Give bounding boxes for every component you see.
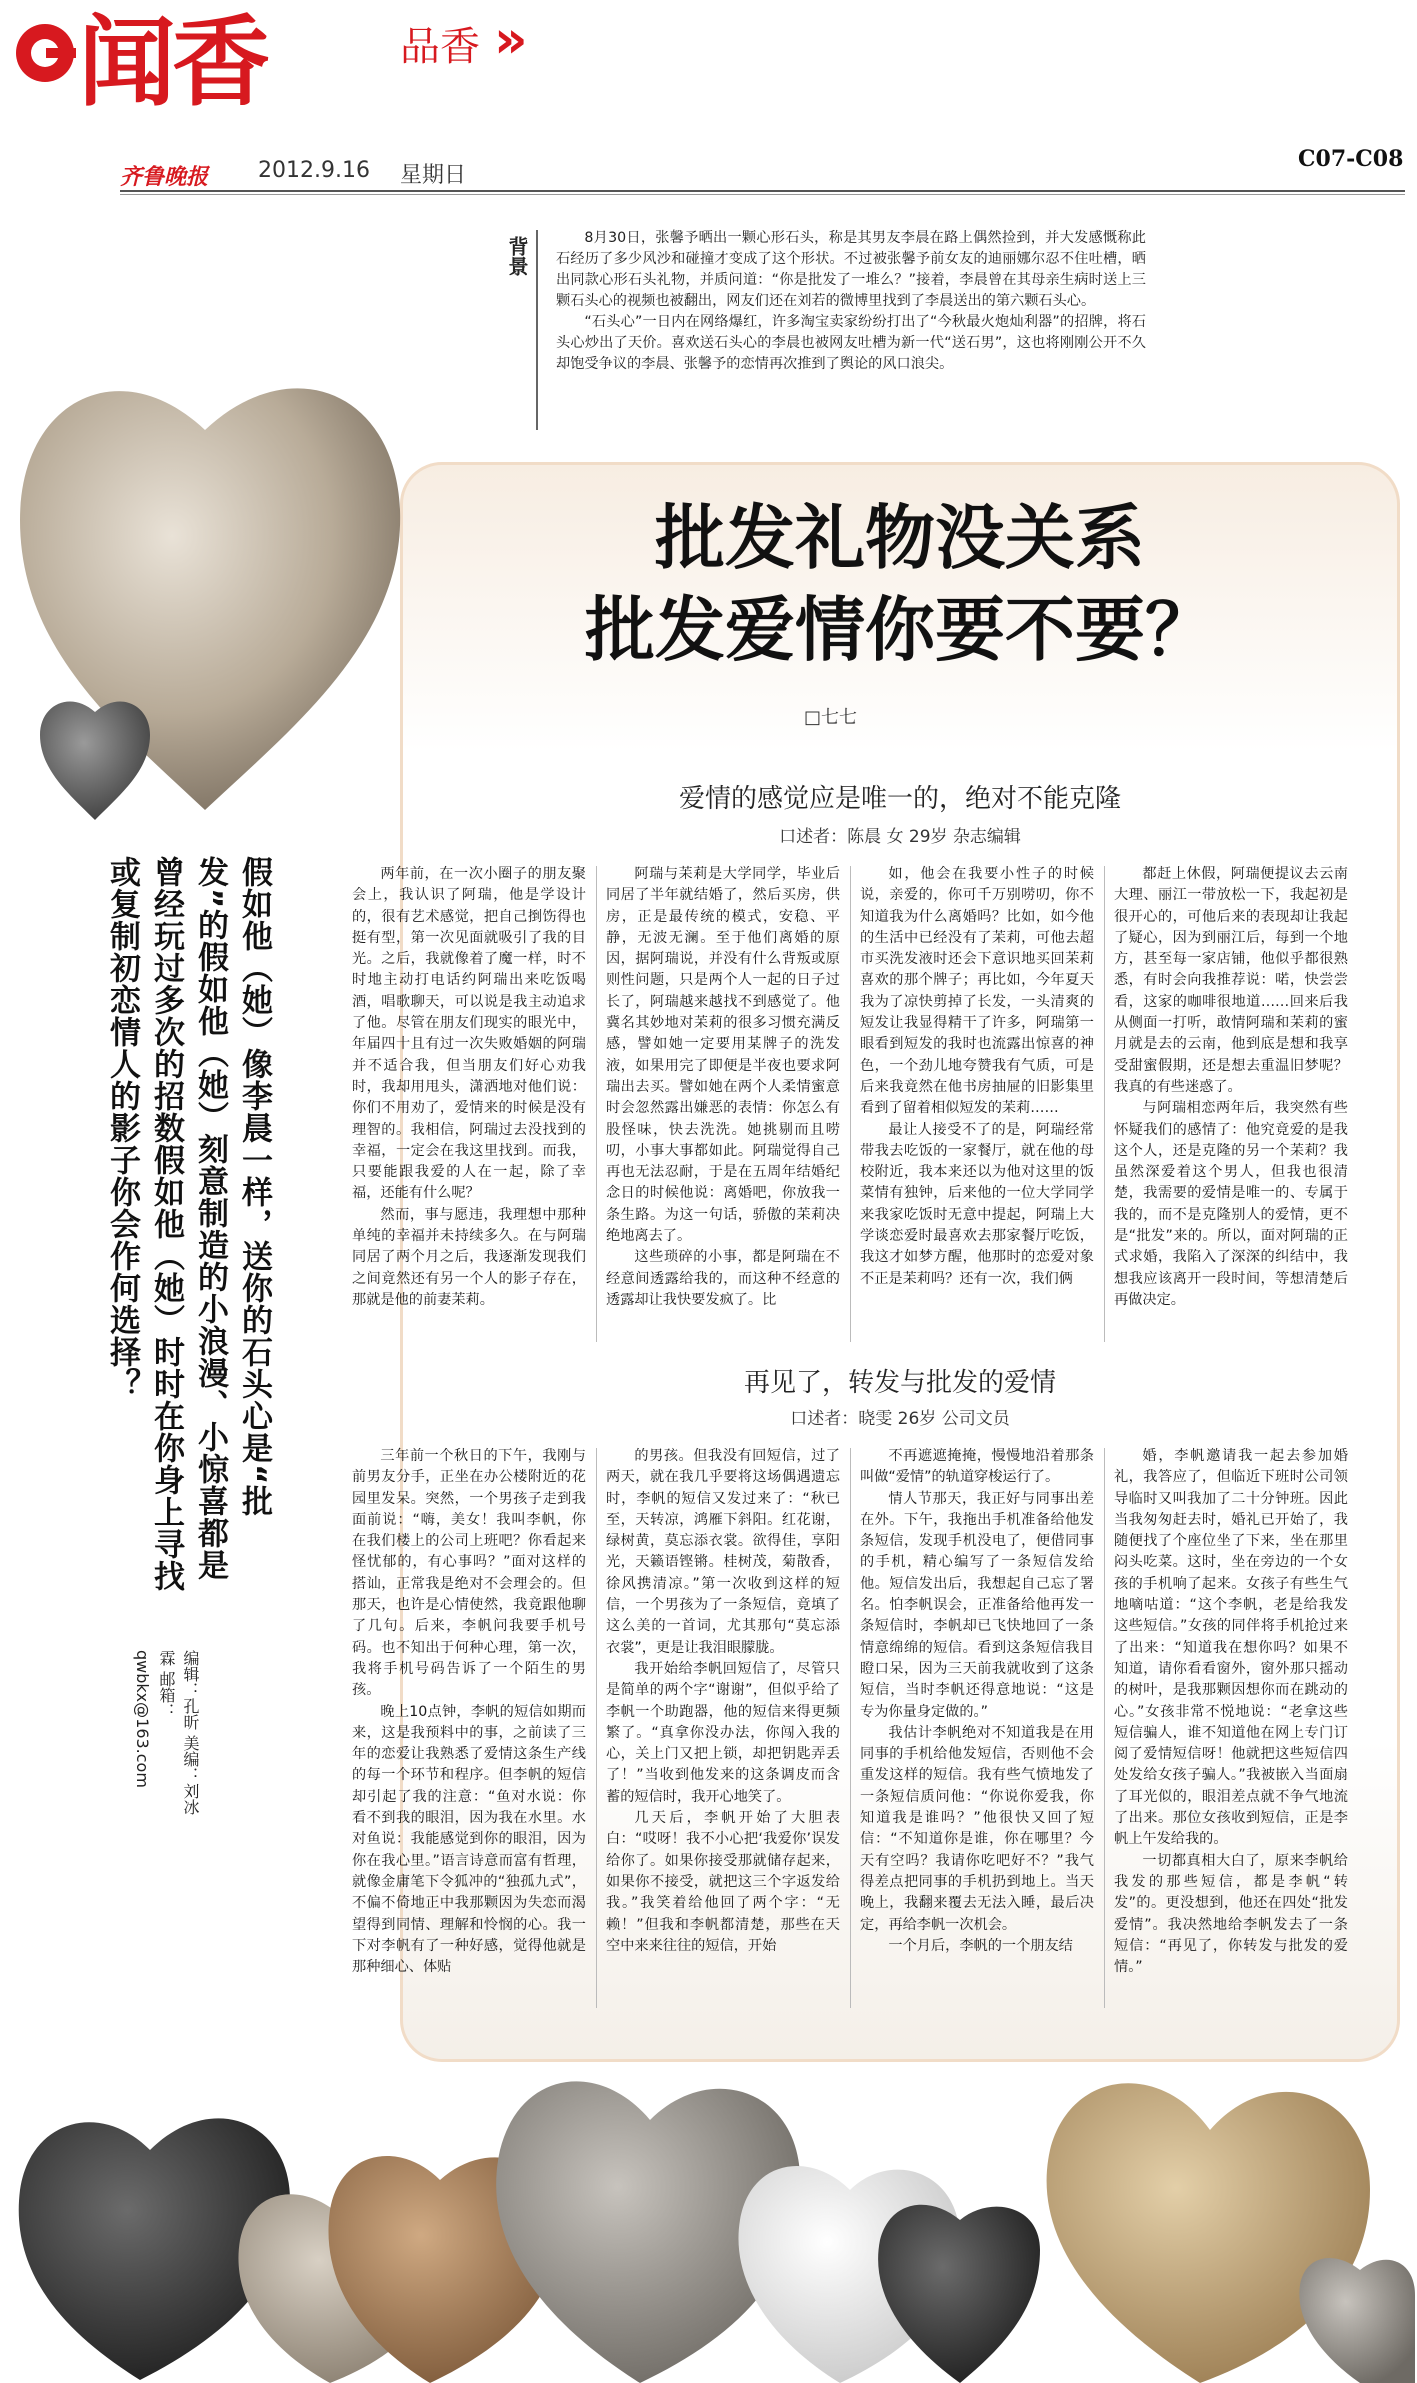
paragraph: 三年前一个秋日的下午，我刚与前男友分手，正坐在办公楼附近的花园里发呆。突然，一个男孩子走到我面前说：“嗨，美女！我叫李帆，你在我们楼上的公司上班吧？你看起来怪忧郁的，有心事吗？”面对这样的搭讪，正常我是绝对不会理会的。但那天，也许是心情使然，我竟跟他聊了几句。后来，李帆问我要手机号码。也不知出于何种心理，第一次，我将手机号码告诉了一个陌生的男孩。 — [352, 1448, 586, 1699]
column-rule — [850, 866, 851, 1342]
paragraph: 我开始给李帆回短信了，尽管只是简单的两个字“谢谢”，但似乎给了李帆一个助跑器，他的短信来得更频繁了。“真拿你没办法，你闯入我的心，关上门又把上锁，却把钥匙弄丢了！”当收到他发来的这条调皮而含蓄的短信时，我开心地笑了。 — [606, 1660, 840, 1805]
issue-date: 2012.9.16 — [258, 158, 370, 183]
paragraph: 与阿瑞相恋两年后，我突然有些怀疑我们的感情了：他究竟爱的是我这个人，还是克隆的另一个苿莉？我虽然深爱着这个男人，但我也很清楚，我需要的爱情是唯一的、专属于我的，而不是克隆别人的爱情，更不是“批发”来的。所以，面对阿瑞的正式求婚，我陷入了深深的纠结中，我想我应该离开一段时间，等想清楚后再做决定。 — [1114, 1100, 1348, 1308]
story2-byline: 口述者：晓雯 26岁 公司文员 — [790, 1409, 1010, 1429]
paragraph: 不再遮遮掩掩，慢慢地沿着那条叫做“爱情”的轨道穿梭运行了。 — [860, 1448, 1094, 1486]
paragraph: 情人节那天，我正好与同事出差在外。下午，我拖出手机准备给他发条短信，发现手机没电了，便借同事的手机，精心编写了一条短信发给他。短信发出后，我想起自己忘了署名。怕李帆误会，正准备给他再发一条短信时，李帆却已飞快地回了一条情意绵绵的短信。看到这条短信我目瞪口呆，因为三天前我就收到了这条短信，当时李帆还得意地说：“这是专为你量身定做的。” — [860, 1490, 1094, 1720]
logo-c-gap — [46, 48, 76, 58]
paragraph: 这些琐碎的小事，都是阿瑞在不经意间透露给我的，而这种不经意的透露却让我快要发疯了。比 — [606, 1249, 840, 1308]
paragraph: 晚上10点钟，李帆的短信如期而来，这是我预料中的事，之前读了三年的恋爱让我熟悉了爱情这条生产线的每一个环节和程序。但李帆的短信却引起了我的注意：“鱼对水说：你看不到我的眼泪，因为我在水里。水对鱼说：我能感觉到你的眼泪，因为你在我心里。”语言诗意而富有哲理，就像金庸笔下令狐冲的“独孤九式”，不偏不倚地正中我那颗因为失恋而渴望得到同情、理解和怜悯的心。我一下对李帆有了一种好感，觉得他就是那种细心、体贴 — [352, 1703, 586, 1976]
headline-line-2: 批发爱情你要不要？ — [585, 589, 1215, 671]
story2-column-1 — [352, 1446, 586, 1978]
story1-column-4 — [1114, 864, 1348, 1311]
story1-column-2 — [606, 864, 840, 1311]
story2-column-3 — [860, 1446, 1094, 1957]
editor-credits: 编辑：孔昕 美编：刘冰霖 邮箱：qwbkx@163.com — [133, 1650, 200, 1816]
background-divider — [536, 230, 538, 430]
paragraph: 两年前，在一次小圈子的朋友聚会上，我认识了阿瑞，他是学设计的，很有艺术感觉，把自己捯饬得也挺有型，第一次见面就吸引了我的目光。之后，我就像着了魔一样，时不时地主动打电话约阿瑞出来吃饭喝酒，唱歌聊天，可以说是我主动追求了他。尽管在朋友们现实的眼光中，年届四十且有过一次失败婚姻的阿瑞并不适合我，但当朋友们好心劝我时，我却用甩头，潇洒地对他们说：你们不用劝了，爱情来的时候是没有理智的。我相信，阿瑞过去没找到的幸福，一定会在我这里找到。而我，只要能跟我爱的人在一起，除了幸福，还能有什么呢？ — [352, 866, 586, 1202]
paragraph: 如，他会在我要小性子的时候说，亲爱的，你可千万别唠叨，你不知道我为什么离婚吗？比如，如今他的生活中已经没有了苿莉，可他去超市买洗发液时还会下意识地买回苿莉喜欢的那个牌子；再比如，今年夏天我为了凉快剪掉了长发，一头清爽的短发让我显得精干了许多，阿瑞第一眼看到短发的我时也流露出惊喜的神色，一个劲儿地夸赞我有气质，可是后来我竟然在他书房抽屉的旧影集里看到了留着相似短发的苿莉…… — [860, 866, 1094, 1117]
story2-column-2 — [606, 1446, 840, 1957]
page-number: C07-C08 — [1298, 146, 1404, 172]
paragraph: 一个月后，李帆的一个朋友结 — [888, 1937, 1073, 1954]
masthead — [0, 0, 1417, 190]
weekday: 星期日 — [400, 163, 467, 188]
logo-c-icon — [16, 24, 74, 82]
section-name: 品香 — [400, 24, 480, 70]
header-rule — [120, 190, 1405, 192]
background-paragraph: 8月30日，张馨予晒出一颗心形石头，称是其男友李晨在路上偶然捡到，并大发感慨称此石经历了多少风沙和碰撞才变成了这个形状。不过被张馨予前女友的迪丽娜尔忍不住吐槽，晒出同款心形石头礼物，并质问道：“你是批发了一堆么？”接着，李晨曾在其母亲生病时送上三颗石头心的视频也被翻出，网友们还在刘若的微博里找到了李晨送出的第六颗石头心。 — [556, 230, 1146, 309]
heart-stones-footer — [0, 1900, 1417, 2383]
article-author: □七七 — [804, 707, 858, 728]
paragraph: 然而，事与愿违，我理想中那种单纯的幸福并未持续多久。在与阿瑞同居了两个月之后，我逐渐发现我们之间竟然还有另一个人的影子存在，那就是他的前妻苿莉。 — [352, 1206, 586, 1308]
story2-title: 再见了，转发与批发的爱情 — [743, 1368, 1056, 1398]
story1-column-1 — [352, 864, 586, 1311]
paragraph: 的男孩。但我没有回短信，过了两天，就在我几乎要将这场偶遇遗忘时，李帆的短信又发过来了：“秋已至，天转凉，鸿雁下斜阳。红花谢，绿树黄，莫忘添衣裳。欲得佳，享阳光，天籁语铿锵。桂树茂，菊散香，徐风携清凉。”第一次收到这样的短信，一个男孩为了一条短信，竟填了这么美的一首词，尤其那句“莫忘添衣裳”，更是让我泪眼朦胧。 — [606, 1448, 840, 1656]
header-rule-thin — [120, 194, 1405, 195]
heart-stone-large-icon — [0, 290, 420, 850]
double-chevron-icon: » — [494, 10, 528, 70]
paragraph: 我估计李帆绝对不知道我是在用同事的手机给他发短信，否则他不会重发这样的短信。我有些气愤地发了一条短信质问他：“你说你爱我，你知道我是谁吗？”他很快又回了短信：“不知道你是谁，你在哪里？今天有空吗？我请你吃吧好不？”我气得差点把同事的手机扔到地上。当天晚上，我翻来覆去无法入睡，最后决定，再给李帆一次机会。 — [860, 1724, 1094, 1933]
background-paragraph: “石头心”一日内在网络爆红，许多淘宝卖家纷纷打出了“今秋最火炮灿利器”的招牌，将石头心炒出了天价。喜欢送石头心的李晨也被网友吐槽为新一代“送石男”，这也将刚刚公开不久却饱受争议的李晨、张馨予的恋情再次推到了舆论的风口浪尖。 — [556, 314, 1146, 372]
paper-name: 齐鲁晚报 — [120, 165, 209, 190]
brand-name: 闻香 — [78, 5, 267, 120]
story1-title: 爱情的感觉应是唯一的，绝对不能克隆 — [678, 784, 1121, 814]
story1-column-3 — [860, 864, 1094, 1290]
background-text — [556, 228, 1146, 375]
column-rule — [596, 866, 597, 1342]
column-rule — [1104, 866, 1105, 1342]
paragraph: 一切都真相大白了，原来李帆给我发的那些短信，都是李帆“转发”的。更没想到，他还在四处“批发爱情”。我决然地给李帆发去了一条短信：“再见了，你转发与批发的爱情。” — [1114, 1852, 1348, 1976]
story2-column-4 — [1114, 1446, 1348, 1978]
paragraph: 都赶上休假，阿瑞便提议去云南大理、丽江一带放松一下，我起初是很开心的，可他后来的表现却让我起了疑心，因为到丽江后，每到一个地方，甚至每一家店铺，他似乎都很熟悉，有时会向我推荐说：喏，快尝尝看，这家的咖啡很地道……回来后我从侧面一打听，敢情阿瑞和苿莉的蜜月就是去的云南，他到底是想和我享受甜蜜假期，还是想去重温旧梦呢？我真的有些迷惑了。 — [1114, 866, 1348, 1095]
story1-byline: 口述者：陈晨 女 29岁 杂志编辑 — [779, 827, 1021, 847]
background-label: 背景 — [505, 236, 529, 276]
headline-line-1: 批发礼物没关系 — [655, 497, 1145, 579]
paragraph: 婚，李帆邀请我一起去参加婚礼，我答应了，但临近下班时公司领导临时又叫我加了二十分钟班。因此当我匆匆赶去时，婚礼已开始了，我随便找了个座位坐了下来，坐在那里闷头吃菜。这时，坐在旁边的一个女孩的手机响了起来。女孩子有些生气地嘀咕道：“这个李帆，老是给我发这些短信。”女孩的同伴将手机抢过来了出来：“知道我在想你吗？如果不知道，请你看看窗外，窗外那只摇动的树叶，是我那颗因想你而在跳动的心。”女孩非常不悦地说：“老拿这些短信骗人，谁不知道他在网上专门订阅了爱情短信呀！他就把这些短信四处发给女孩子骗人。”我被嵌入当面扇了耳光似的，眼泪差点就不争气地流了出来。那位女孩收到短信，正是李帆上午发给我的。 — [1114, 1448, 1348, 1848]
paragraph: 阿瑞与苿莉是大学同学，毕业后同居了半年就结婚了，然后买房，供房，正是最传统的模式，安稳、平静，无波无澜。至于他们离婚的原因，据阿瑞说，并没有什么背叛或原则性问题，只是两个人一起的日子过长了，阿瑞越来越找不到感觉了。他冀名其妙地对苿莉的很多习惯充满反感，譬如她一定要用某牌子的洗发液，如果用完了即便是半夜也要求阿瑞出去买。譬如她在两个人柔情蜜意时会忽然露出嫌恶的表情：你怎么有股怪味，快去洗洗。她挑剔而且唠叨，小事大事都如此。阿瑞觉得自己再也无法忍耐，于是在五周年结婚纪念日的时候他说：离婚吧，你放我一条生路。为这一句话，骄傲的苿莉决绝地离去了。 — [606, 866, 840, 1245]
paragraph: 几天后，李帆开始了大胆表白：“哎呀！我不小心把‘我爱你’误发给你了。如果你接受那就储存起来，如果你不接受，就把这三个字返发给我。”我笑着给他回了两个字：“无赖！”但我和李帆都清楚，那些在天空中来来往往的短信，开始 — [606, 1810, 840, 1954]
paragraph: 最让人接受不了的是，阿瑞经常带我去吃饭的一家餐厅，就在他的母校附近，我本来还以为他对这里的饭菜情有独钟，后来他的一位大学同学来我家吃饭时无意中提起，阿瑞上大学谈恋爱时最喜欢去那家餐厅吃饭，我这才如梦方醒，他那时的恋爱对象不正是苿莉吗？还有一次，我们俩 — [860, 1121, 1094, 1287]
article-deck: 假如他（她）像李晨一样，送你的石头心是“批发”的假如他（她）刻意制造的小浪漫、小惊喜都是曾经玩过多次的招数假如他（她）时时在你身上寻找或复制初恋情人的影子你会作何选择？ — [104, 856, 272, 1592]
